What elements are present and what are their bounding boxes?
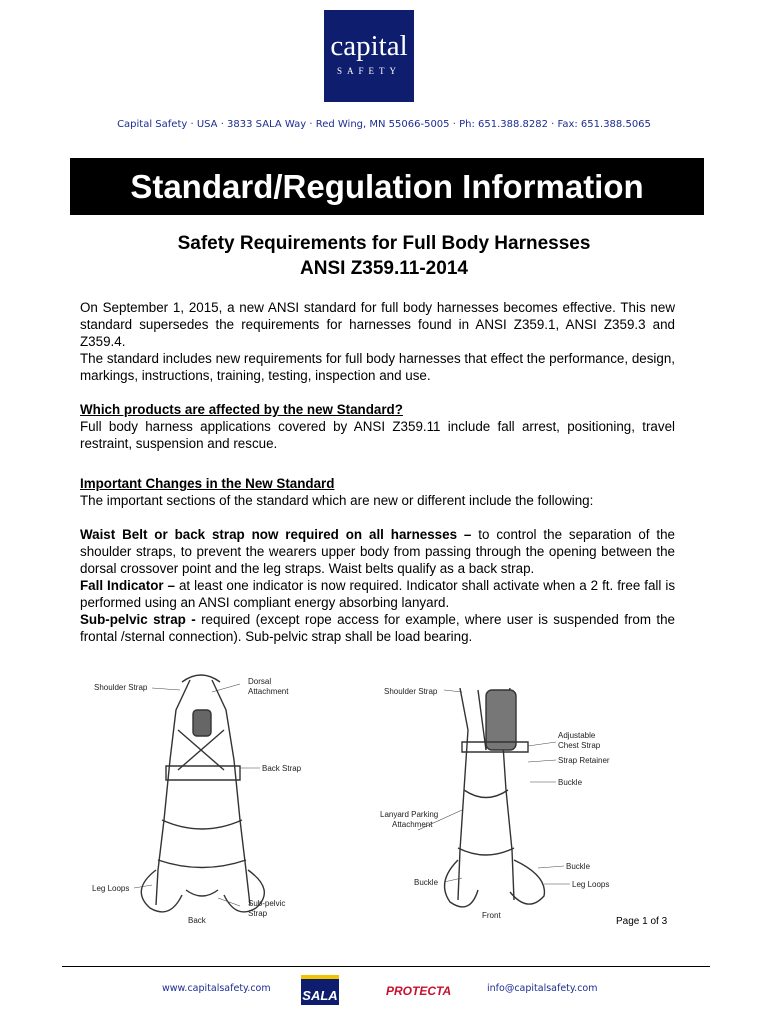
label-lanyard-parking: Lanyard Parking	[380, 810, 439, 819]
label-sub-pelvic: Sub-pelvic	[248, 899, 286, 908]
label-sub-pelvic-strap: Strap	[248, 909, 268, 918]
capital-safety-logo	[324, 10, 414, 102]
label-buckle-top: Buckle	[558, 778, 583, 787]
banner-title: Standard/Regulation Information	[70, 158, 704, 215]
change-text: required (except rope access for example, where user is suspended from the frontal /sternal connection). Sub-pelvic strap shall be load bearing.	[80, 612, 675, 644]
label-lanyard-attachment: Attachment	[392, 820, 433, 829]
title-line-1: Safety Requirements for Full Body Harnesses	[177, 233, 591, 254]
label-buckle-left: Buckle	[414, 878, 439, 887]
label-dorsal: Dorsal	[248, 677, 272, 686]
change-text: at least one indicator is now required. Indicator shall activate when a 2 ft. free fall is performed using an ANSI compliant energy absorbing lanyard.	[80, 578, 676, 610]
label-chest-strap: Chest Strap	[558, 741, 601, 750]
change-item	[80, 611, 675, 645]
label-dorsal-attachment: Attachment	[248, 687, 289, 696]
change-term: Sub-pelvic strap -	[80, 612, 196, 627]
section-heading-changes: Important Changes in the New Standard	[80, 476, 335, 491]
caption-back: Back	[188, 916, 206, 925]
section-text-changes: The important sections of the standard which are new or different include the following:	[80, 493, 594, 508]
harness-front-figure	[378, 670, 628, 930]
section-text-products: Full body harness applications covered by ANSI Z359.11 include fall arrest, positioning, travel restraint, suspension and rescue.	[80, 419, 675, 451]
label-shoulder-strap: Shoulder Strap	[384, 687, 438, 696]
harness-front-drawing	[378, 670, 628, 930]
section-heading-products: Which products are affected by the new Standard?	[80, 402, 403, 417]
caption-front: Front	[482, 911, 501, 920]
label-shoulder-strap: Shoulder Strap	[94, 683, 148, 692]
footer-email-link[interactable]: info@capitalsafety.com	[487, 983, 598, 994]
logo-sub: SAFETY	[336, 66, 401, 76]
page-number: Page 1 of 3	[616, 916, 668, 927]
document-title	[0, 231, 768, 281]
title-line-2: ANSI Z359.11-2014	[300, 258, 468, 279]
label-buckle-right: Buckle	[566, 862, 591, 871]
change-term: Waist Belt or back strap now required on all harnesses –	[80, 527, 472, 542]
label-strap-retainer: Strap Retainer	[558, 756, 610, 765]
logo-brand: capital	[330, 30, 408, 62]
protecta-logo: PROTECTA	[386, 984, 452, 998]
company-address: Capital Safety · USA · 3833 SALA Way · Red Wing, MN 55066-5005 · Ph: 651.388.8282 · Fax: 651.388.5065	[117, 119, 651, 130]
change-term: Fall Indicator –	[80, 578, 176, 593]
label-leg-loops: Leg Loops	[572, 880, 610, 889]
footer-divider	[62, 966, 710, 967]
harness-back-figure	[90, 670, 330, 930]
label-back-strap: Back Strap	[262, 764, 302, 773]
label-leg-loops: Leg Loops	[92, 884, 130, 893]
footer-website-link[interactable]: www.capitalsafety.com	[162, 983, 271, 994]
document-body	[80, 299, 675, 645]
intro-paragraph-2: The standard includes new requirements for full body harnesses that effect the performance, design, markings, instructions, training, testing, inspection and use.	[80, 351, 675, 383]
change-item	[80, 577, 675, 611]
label-adjustable: Adjustable	[558, 731, 596, 740]
change-item	[80, 526, 675, 577]
change-text: to control the separation of the shoulder straps, to prevent the wearers upper body from passing through the opening between the dorsal crossover point and the leg straps. Waist belts qualify as a back strap.	[80, 527, 676, 576]
harness-back-drawing	[90, 670, 330, 930]
sala-logo: SALA	[301, 975, 339, 1005]
intro-paragraph-1: On September 1, 2015, a new ANSI standard for full body harnesses becomes effective. This new standard supersedes the requirements for harnesses found in ANSI Z359.1, ANSI Z359.3 and Z359.4.	[80, 300, 675, 349]
